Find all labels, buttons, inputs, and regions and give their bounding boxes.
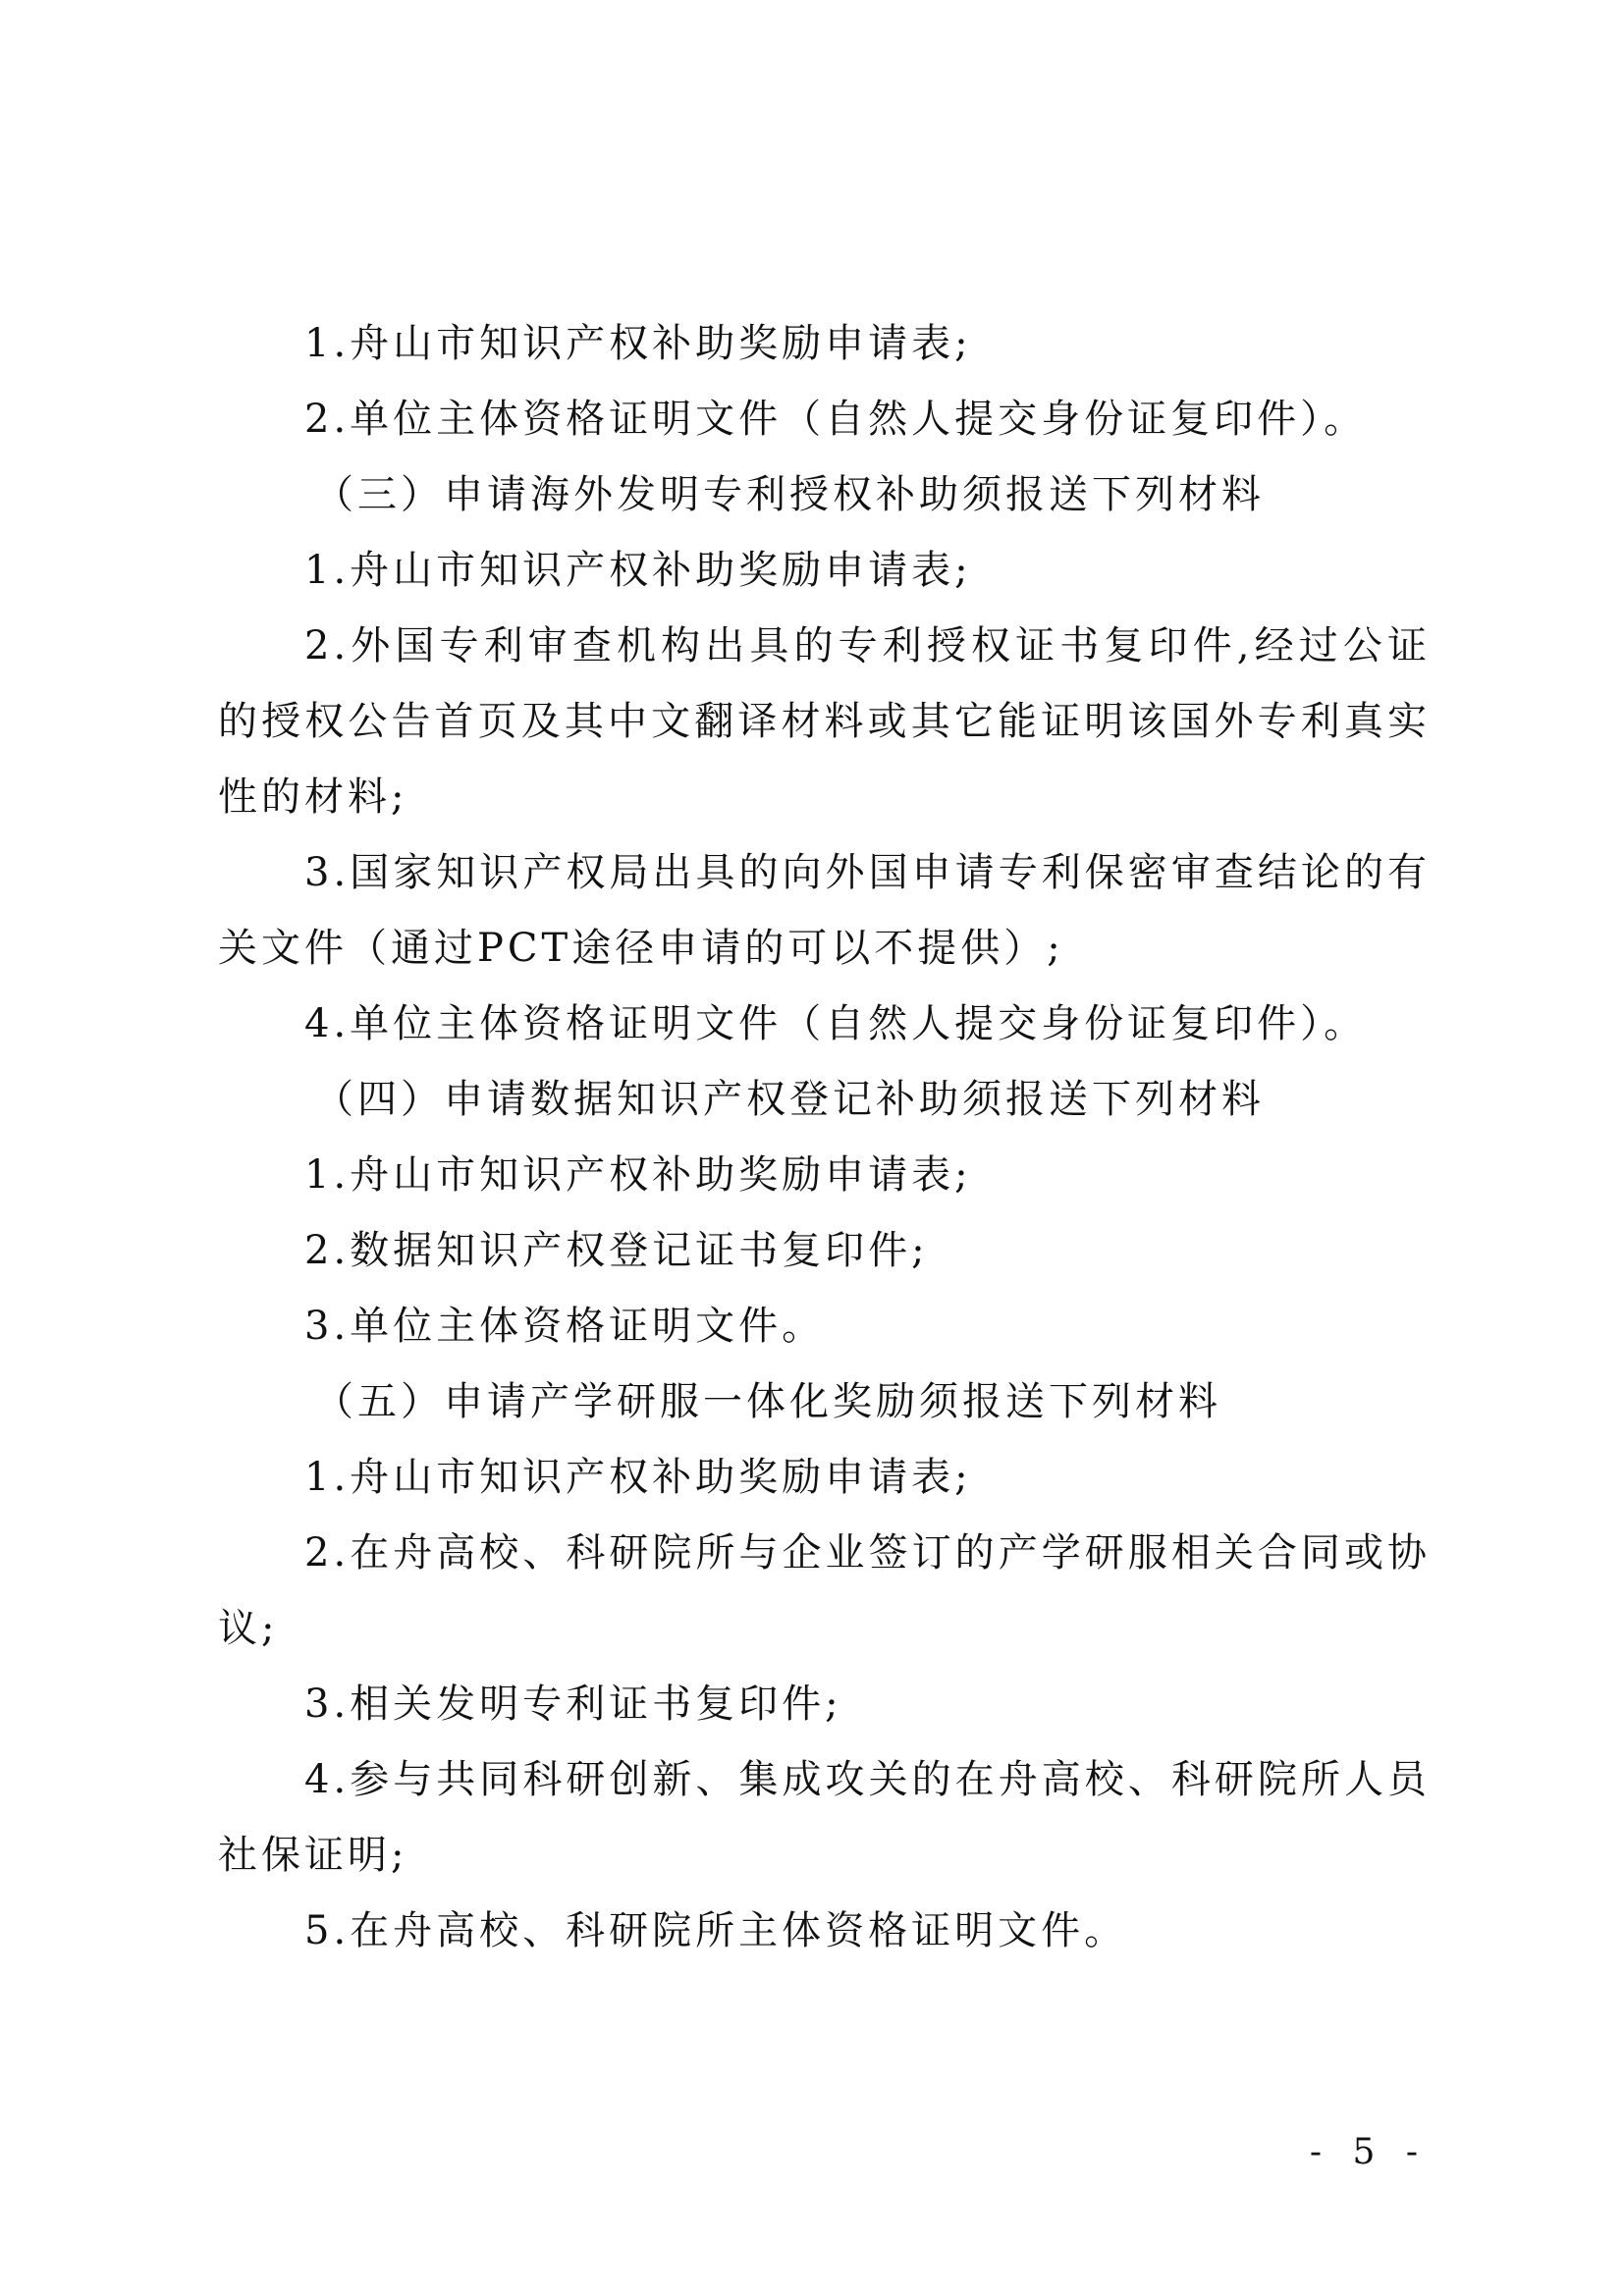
list-item: 2.单位主体资格证明文件（自然人提交身份证复印件）。 (304, 397, 1368, 442)
list-item: 1.舟山市知识产权补助奖励申请表; (304, 548, 972, 593)
section-heading: （五）申请产学研服一体化奖励须报送下列材料 (314, 1379, 1221, 1424)
page-number: - 5 - (1309, 2132, 1428, 2172)
list-item: 1.舟山市知识产权补助奖励申请表; (304, 1455, 972, 1500)
list-item: 4.单位主体资格证明文件（自然人提交身份证复印件）。 (304, 1001, 1368, 1046)
section-heading: （三）申请海外发明专利授权补助须报送下列材料 (314, 472, 1265, 517)
list-item: 3.单位主体资格证明文件。 (304, 1304, 826, 1349)
list-item: 4.参与共同科研创新、集成攻关的在舟高校、科研院所人员社保证明; (218, 1757, 1431, 1878)
section-heading: （四）申请数据知识产权登记补助须报送下列材料 (314, 1077, 1265, 1122)
list-item: 2.数据知识产权登记证书复印件; (304, 1228, 929, 1273)
document-body (218, 306, 1431, 1969)
list-item: 1.舟山市知识产权补助奖励申请表; (304, 1152, 972, 1198)
list-item: 2.外国专利审查机构出具的专利授权证书复印件,经过公证的授权公告首页及其中文翻译材料或其它能证明该国外专利真实性的材料; (218, 623, 1431, 820)
list-item: 3.相关发明专利证书复印件; (304, 1682, 842, 1727)
list-item: 5.在舟高校、科研院所主体资格证明文件。 (304, 1908, 1128, 1953)
list-item: 1.舟山市知识产权补助奖励申请表; (304, 321, 972, 366)
list-item: 2.在舟高校、科研院所与企业签订的产学研服相关合同或协议; (218, 1530, 1431, 1651)
list-item: 3.国家知识产权局出具的向外国申请专利保密审查结论的有关文件（通过PCT途径申请的可以不提供）; (218, 850, 1431, 971)
